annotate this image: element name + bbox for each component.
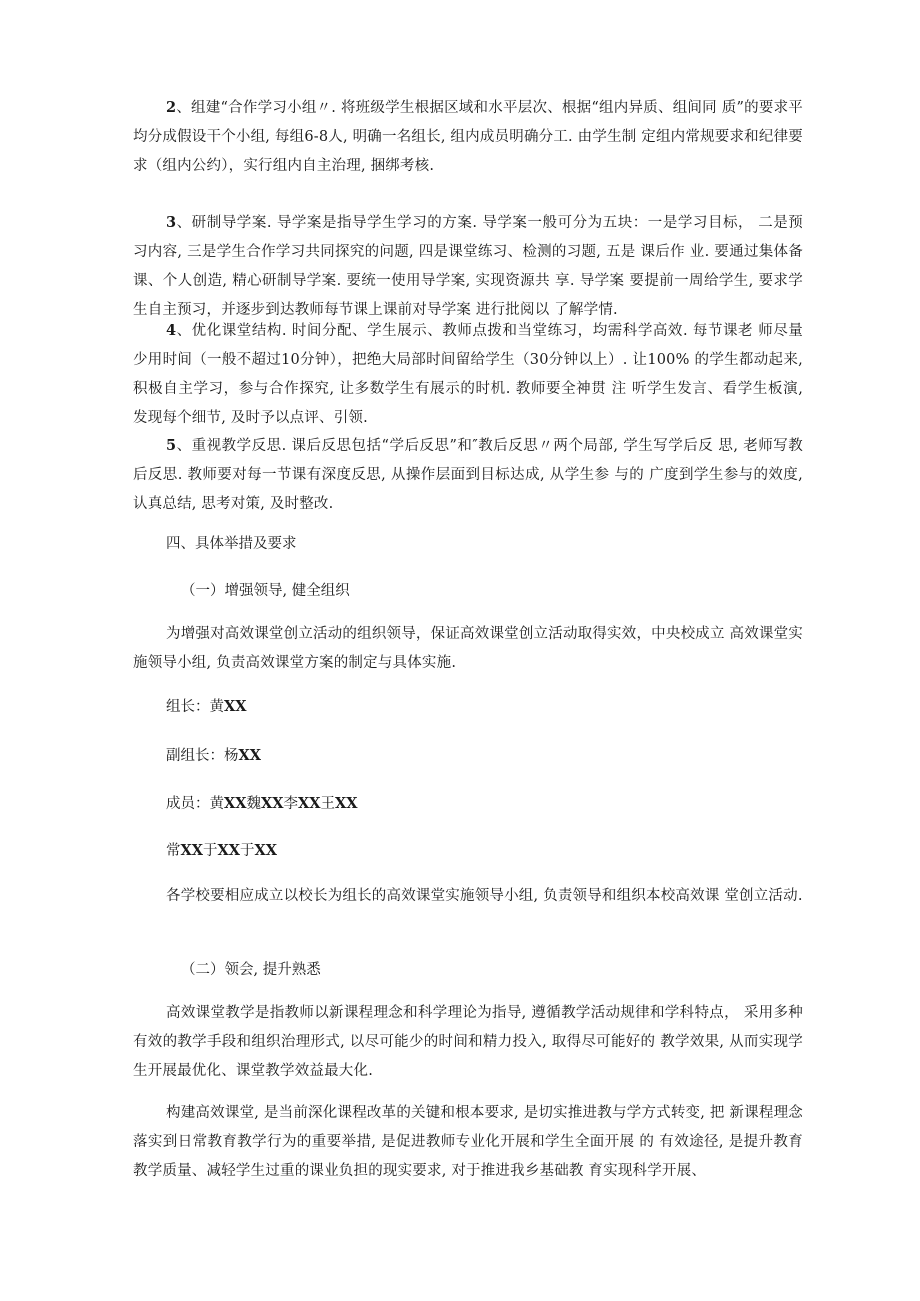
section-heading: 四、具体举措及要求 (166, 536, 297, 552)
item-number: 2 (166, 99, 177, 116)
member-surname: 王 (320, 796, 336, 812)
paragraph-leadership: 为增强对高效课堂创立活动的组织领导，保证高效课堂创立活动取得实效，中央校成立 高效课堂实施领导小组, 负责高效课堂方案的制定与具体实施. (133, 626, 803, 671)
leader-name: XX (224, 698, 247, 715)
paragraph-text: 、组建“合作学习小组〃. 将班级学生根据区域和水平层次、根据“组内异质、组间同 质”的要求平均分成假设干个小组, 每组6-8人, 明确一名组长, 组内成员明确分工. 由学生制 定组内常规要求和纪律要求（组内公约），实行组内自主治理, 捆绑考核. (133, 100, 803, 174)
leader-line (166, 697, 247, 717)
member-surname: 于 (240, 843, 255, 859)
deputy-label: 副组长：杨 (166, 748, 239, 764)
member-name: XX (217, 842, 241, 859)
members-line (166, 794, 358, 814)
member-surname: 魏 (246, 796, 262, 812)
paragraph-text: 、优化课堂结构. 时间分配、学生展示、教师点拨和当堂练习，均需科学高效. 每节课老 师尽量少用时间（一般不超过10分钟），把绝大局部时间留给学生（30分钟以上）. 让100% 的学生都动起来, 积极自主学习，参与合作探究, 让多数学生有展示的时机. 教师要全神贯 注 听学生发言、看学生板演, 发现每个细节, 及时予以点评、引领. (133, 323, 803, 426)
paragraph-item-2 (133, 93, 803, 181)
paragraph-efficient-teaching: 高效课堂教学是指教师以新课程理念和科学理论为指导, 遵循教学活动规律和学科特点， 采用多种有效的教学手段和组织治理形式, 以尽可能少的时间和精力投入, 取得尽可能好的 教学效果, 从而实现学生开展最优化、课堂教学效益最大化. (133, 1005, 803, 1079)
member-name: XX (261, 795, 284, 812)
subsection-heading-2: （二）领会, 提升熟悉 (181, 962, 321, 978)
paragraph-text: 、重视教学反思. 课后反思包括“学后反思”和″教后反思〃两个局部, 学生写学后反 思, 老师写教后反思. 教师要对每一节课有深度反思, 从操作层面到目标达成, 从学生参 与的 广度到学生参与的效度, 认真总结, 思考对策, 及时整改. (133, 438, 803, 512)
deputy-leader-line (166, 746, 261, 766)
member-surname: 常 (166, 843, 181, 859)
member-surname: 李 (283, 796, 299, 812)
member-name: XX (254, 842, 278, 859)
members-line-2 (166, 841, 277, 861)
members-label: 成员： (166, 796, 210, 812)
paragraph-item-5 (133, 431, 803, 519)
leader-label: 组长：黄 (166, 699, 224, 715)
member-surname: 黄 (209, 796, 224, 812)
member-name: XX (180, 842, 204, 859)
member-surname: 于 (203, 843, 218, 859)
member-name: XX (298, 795, 321, 812)
deputy-name: XX (238, 747, 262, 764)
paragraph-item-3 (133, 208, 803, 325)
paragraph-text: 、研制导学案. 导学案是指导学生学习的方案. 导学案一般可分为五块：一是学习目标， 二是预习内容, 三是学生合作学习共同探究的问题, 四是课堂练习、检测的习题, 五是 课后作 业. 要通过集体备课、个人创造, 精心研制导学案. 要统一使用导学案, 实现资源共 享. 导学案 要提前一周给学生, 要求学生自主预习，并逐步到达教师每节课上课前对导学案 进行批阅以 了解学情. (133, 215, 803, 318)
paragraph-build-classroom: 构建高效课堂, 是当前深化课程改革的关键和根本要求, 是切实推进教与学方式转变, 把 新课程理念落实到日常教育教学行为的重要举措, 是促进教师专业化开展和学生全面开展 的 有效途径, 是提升教育教学质量、减轻学生过重的课业负担的现实要求, 对于推进我乡基础教 育实现科学开展、 (133, 1105, 803, 1179)
item-number: 3 (166, 214, 177, 231)
subsection-heading-1: （一）增强领导, 健全组织 (181, 583, 350, 599)
paragraph-school-groups: 各学校要相应成立以校长为组长的高效课堂实施领导小组, 负责领导和组织本校高效课 堂创立活动. (166, 888, 803, 904)
member-name: XX (224, 795, 247, 812)
item-number: 4 (166, 322, 177, 339)
member-name: XX (335, 795, 358, 812)
paragraph-item-4 (133, 316, 803, 433)
item-number: 5 (166, 437, 177, 454)
